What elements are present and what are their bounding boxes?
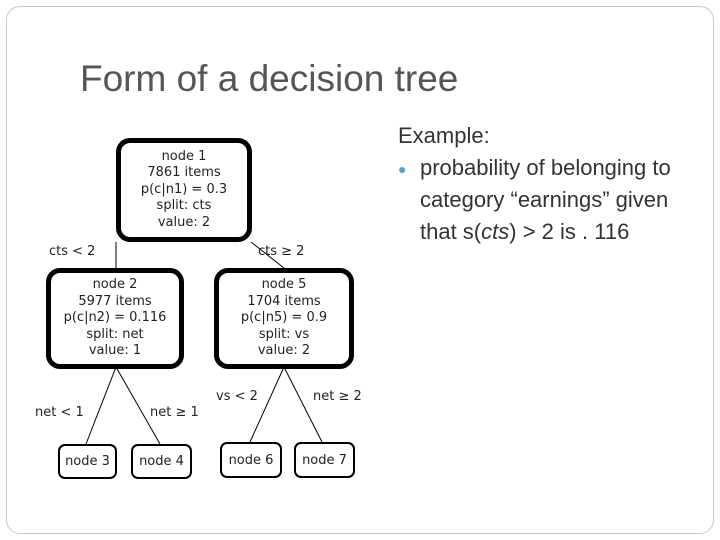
edge-label-net-ge-2: net ≥ 2 [313,389,362,404]
node-line: node 5 [261,277,307,293]
node-line: value: 1 [88,343,142,359]
example-text-part: ) > 2 is . 116 [509,219,630,244]
example-block [398,120,708,248]
node-line: value: 2 [257,343,311,359]
node-line: 1704 items [247,293,321,309]
tree-node-1 [116,138,252,242]
node-line: node 1 [161,148,207,164]
node-line: 7861 items [147,165,221,181]
tree-leaf-node-4: node 4 [131,444,192,479]
example-bullet-item [398,152,708,248]
slide-title: Form of a decision tree [80,58,459,99]
edge-label-cts-lt: cts < 2 [49,244,96,259]
node-line: value: 2 [157,214,211,230]
edge-label-net-ge: net ≥ 1 [150,405,199,420]
node-line: 5977 items [78,293,152,309]
node-line: p(c|n1) = 0.3 [140,181,228,197]
bullet-icon: ● [398,161,407,177]
edge-label-cts-ge: cts ≥ 2 [258,244,305,259]
tree-node-5 [214,268,354,369]
tree-leaf-node-3: node 3 [58,444,117,479]
edge-label-net-lt: net < 1 [35,405,84,420]
tree-node-2 [46,268,184,369]
node-line: split: vs [258,326,310,342]
tree-leaf-node-6: node 6 [220,442,282,478]
node-line: split: net [86,326,144,342]
example-text-italic: cts [481,219,510,244]
node-line: p(c|n2) = 0.116 [63,310,167,326]
example-bullet-text [420,152,708,248]
example-heading: Example: [398,123,490,148]
node-line: split: cts [156,198,212,214]
node-line: node 2 [92,277,138,293]
tree-leaf-node-7: node 7 [294,442,355,478]
example-text-part: probability of belonging to category “earnings” given that s( [420,155,671,244]
node-line: p(c|n5) = 0.9 [240,310,328,326]
edge-label-vs-lt: vs < 2 [216,389,258,404]
